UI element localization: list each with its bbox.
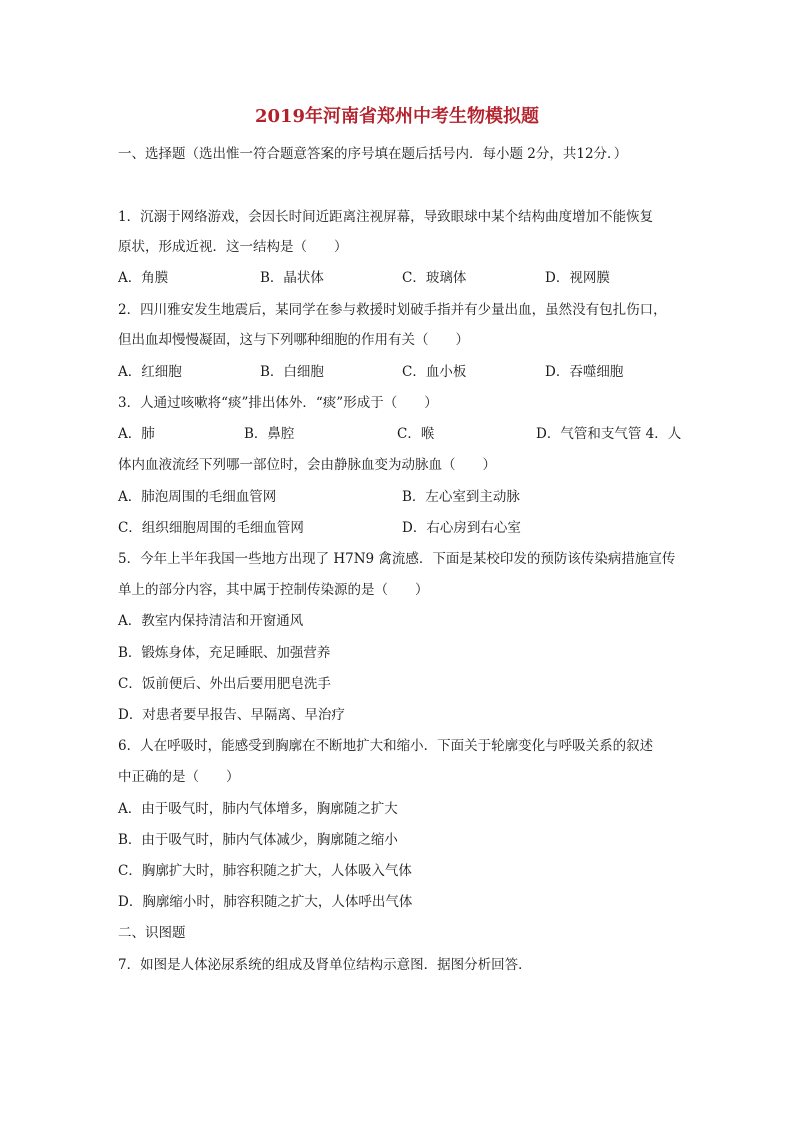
question-5-text-line1: 5．今年上半年我国一些地方出现了 H7N9 禽流感．下面是某校印发的预防该传染病措施宣传 <box>118 551 676 567</box>
question-3-text-line1: 3．人通过咳嗽将“痰”排出体外．“痰”形成于（ ） <box>118 395 438 411</box>
question-3-option-d: D．气管和支气管 4．人 <box>536 426 682 442</box>
question-2-text-line2: 但出血却慢慢凝固，这与下列哪种细胞的作用有关（ ） <box>118 332 469 348</box>
question-4-option-d: D．右心房到右心室 <box>402 520 521 536</box>
question-1-option-b: B．晶状体 <box>260 270 324 286</box>
question-1-option-c: C．玻璃体 <box>402 270 467 286</box>
question-2-option-a: A．红细胞 <box>118 364 182 380</box>
question-1-text-line1: 1．沉溺于网络游戏，会因长时间近距离注视屏幕，导致眼球中某个结构曲度增加不能恢复 <box>118 209 654 225</box>
question-6-text-line2: 中正确的是（ ） <box>118 769 240 785</box>
document-title: 2019年河南省郑州中考生物模拟题 <box>254 106 540 127</box>
question-4-option-c: C．组织细胞周围的毛细血管网 <box>118 520 304 536</box>
question-6-option-b: B．由于吸气时，肺内气体减少，胸廓随之缩小 <box>118 832 398 848</box>
question-5-text-line2: 单上的部分内容，其中属于控制传染源的是（ ） <box>118 582 429 598</box>
question-6-option-a: A．由于吸气时，肺内气体增多，胸廓随之扩大 <box>118 801 398 817</box>
section-heading-choice: 一、选择题（选出惟一符合题意答案的序号填在题后括号内．每小题 2分，共12分．） <box>118 146 628 162</box>
question-7-text-line1: 7．如图是人体泌尿系统的组成及肾单位结构示意图．据图分析回答． <box>118 957 532 973</box>
question-1-text-line2: 原状，形成近视．这一结构是（ ） <box>118 239 348 255</box>
question-1-option-a: A．角膜 <box>118 270 169 286</box>
question-5-option-c: C．饭前便后、外出后要用肥皂洗手 <box>118 676 331 692</box>
question-4-option-a: A．肺泡周围的毛细血管网 <box>118 489 277 505</box>
question-5-option-d: D．对患者要早报告、早隔离、早治疗 <box>118 707 345 723</box>
question-5-option-a: A．教室内保持清洁和开窗通风 <box>118 613 304 629</box>
question-1-option-d: D．视网膜 <box>545 270 610 286</box>
question-5-option-b: B．锻炼身体，充足睡眠、加强营养 <box>118 645 331 661</box>
question-6-option-d: D．胸廓缩小时，肺容积随之扩大，人体呼出气体 <box>118 894 413 910</box>
question-3-option-a: A．肺 <box>118 426 155 442</box>
question-2-option-d: D．吞噬细胞 <box>545 364 624 380</box>
question-2-text-line1: 2．四川雅安发生地震后，某同学在参与救援时划破手指并有少量出血，虽然没有包扎伤口， <box>118 302 667 318</box>
question-6-text-line1: 6．人在呼吸时，能感受到胸廓在不断地扩大和缩小．下面关于轮廓变化与呼吸关系的叙述 <box>118 738 654 754</box>
question-3-option-b: B．鼻腔 <box>244 426 295 442</box>
question-6-option-c: C．胸廓扩大时，肺容积随之扩大，人体吸入气体 <box>118 863 412 879</box>
section-heading-diagram: 二、识图题 <box>118 925 186 941</box>
question-4-option-b: B．左心室到主动脉 <box>402 489 520 505</box>
question-2-option-b: B．白细胞 <box>260 364 324 380</box>
question-4-text-line1: 体内血液流经下列哪一部位时，会由静脉血变为动脉血（ ） <box>118 457 496 473</box>
question-2-option-c: C．血小板 <box>402 364 467 380</box>
question-3-option-c: C．喉 <box>397 426 435 442</box>
